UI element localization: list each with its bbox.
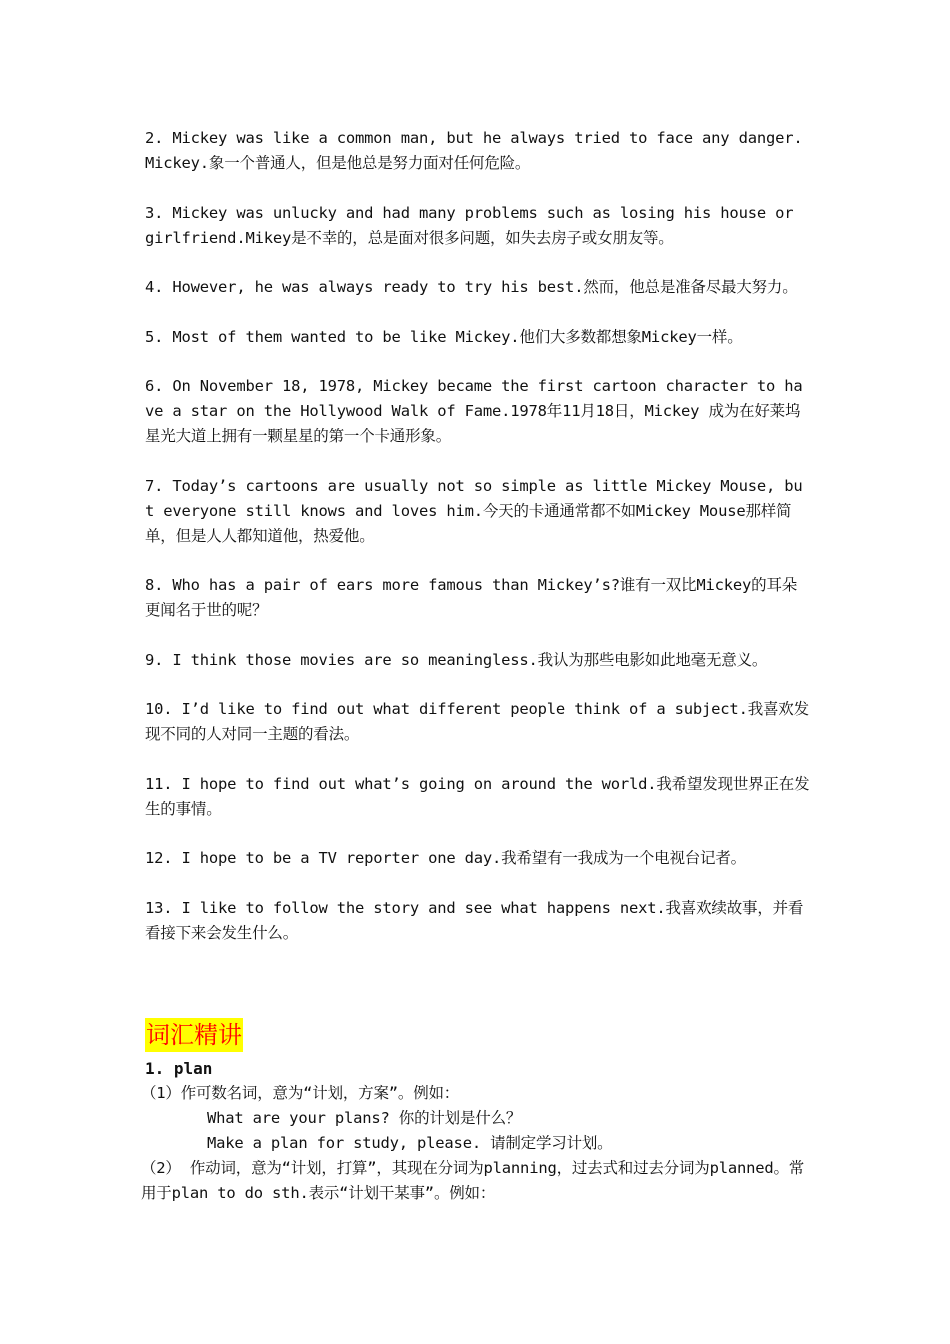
sentence-3: 3. Mickey was unlucky and had many problems such as losing his house or girlfriend.Mikey是不幸的，总是面对很多问题，如失去房子或女朋友等。: [145, 203, 794, 247]
sentence-13: 13. I like to follow the story and see what happens next.我喜欢续故事，并看看接下来会发生什么。: [145, 898, 804, 942]
vocab-word-plan: 1. plan: [145, 1059, 213, 1078]
sentence-5: 5. Most of them wanted to be like Mickey.他们大多数都想象Mickey一样。: [145, 327, 743, 346]
sentence-2: 2. Mickey was like a common man, but he always tried to face any danger. Mickey.象一个普通人，但是他总是努力面对任何危险。: [145, 129, 803, 172]
vocab-sense-verb: （2） 作动词，意为“计划，打算”，其现在分词为planning，过去式和过去分词为planned。常用于plan to do sth.表示“计划干某事”。例如：: [141, 1159, 805, 1202]
sentence-9: 9. I think those movies are so meaningless.我认为那些电影如此地毫无意义。: [145, 650, 768, 669]
sentence-6: 6. On November 18, 1978, Mickey became the first cartoon character to have a star on the Hollywood Walk of Fame.1978年11月18日，Mickey 成为在好莱坞星光大道上拥有一颗星星的第一个卡通形象。: [145, 377, 803, 445]
document-page: [141, 126, 810, 1206]
sentence-8: 8. Who has a pair of ears more famous than Mickey’s?谁有一双比Mickey的耳朵更闻名于世的呢？: [145, 576, 798, 619]
sentence-11: 11. I hope to find out what’s going on around the world.我希望发现世界正在发生的事情。: [145, 774, 810, 818]
vocab-section: [141, 970, 810, 1206]
vocab-example-2: Make a plan for study, please. 请制定学习计划。: [207, 1134, 613, 1152]
sentence-10: 10. I’d like to find out what different people think of a subject.我喜欢发现不同的人对同一主题的看法。: [145, 700, 809, 743]
sentence-7: 7. Today’s cartoons are usually not so simple as little Mickey Mouse, but everyone still knows and loves him.今天的卡通通常都不如Mickey Mouse那样简单，但是人人都知道他，热爱他。: [145, 476, 803, 545]
vocab-example-1: What are your plans? 你的计划是什么？: [207, 1109, 522, 1127]
vocab-sense-noun: （1）作可数名词，意为“计划，方案”。例如：: [141, 1084, 460, 1102]
sentence-4: 4. However, he was always ready to try his best.然而，他总是准备尽最大努力。: [145, 278, 798, 296]
vocab-heading: 词汇精讲: [145, 1018, 243, 1052]
sentence-12: 12. I hope to be a TV reporter one day.我希望有一我成为一个电视台记者。: [145, 849, 746, 867]
